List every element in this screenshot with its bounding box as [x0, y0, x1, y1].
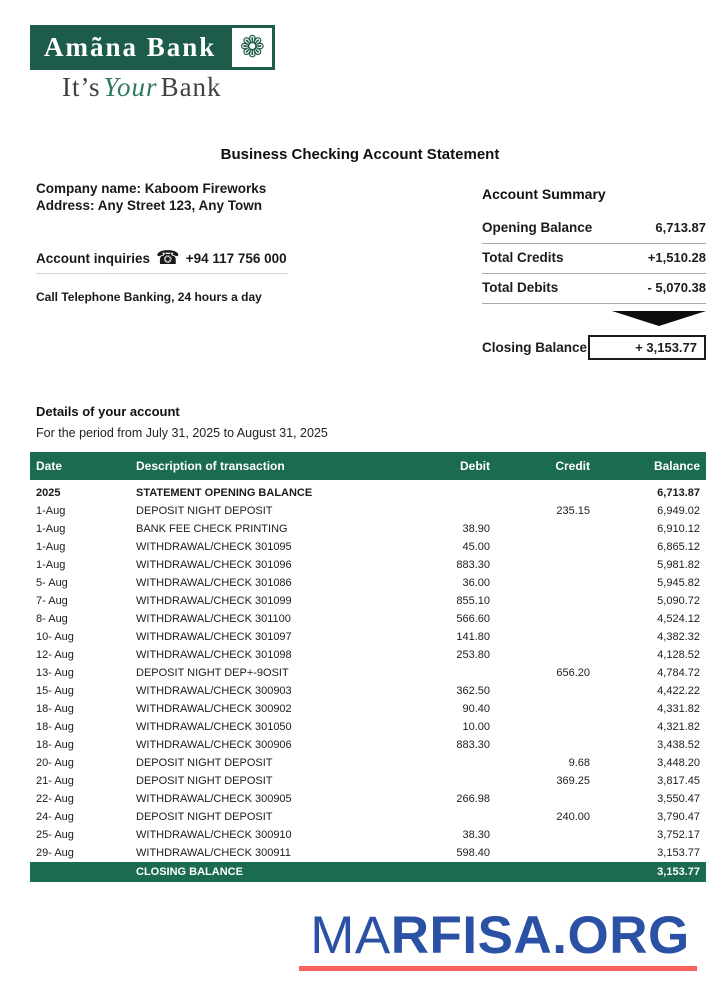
cell-desc: DEPOSIT NIGHT DEPOSIT [136, 757, 273, 769]
table-header [30, 452, 706, 480]
cell-date: 20- Aug [36, 757, 74, 769]
cell-credit [496, 538, 596, 556]
transactions-table [30, 452, 706, 882]
table-row [30, 718, 706, 736]
footer-brand-text [299, 908, 701, 964]
footer-brand-underline [299, 966, 697, 971]
cell-credit: 656.20 [556, 667, 590, 679]
table-footer [30, 862, 706, 882]
summary-arrow-container [482, 311, 706, 326]
cell-debit: 266.98 [456, 793, 490, 805]
bank-logo [30, 25, 275, 70]
table-row [30, 808, 706, 826]
table-row [30, 790, 706, 808]
cell-debit: 38.30 [462, 829, 490, 841]
table-row [30, 754, 706, 772]
cell-credit [496, 592, 596, 610]
cell-date: 1-Aug [36, 559, 66, 571]
cell-credit [496, 574, 596, 592]
summary-row-opening-balance [482, 214, 706, 244]
tagline-script-word: Your [103, 72, 158, 102]
cell-debit [430, 502, 496, 520]
cell-date: 25- Aug [36, 829, 74, 841]
table-row [30, 700, 706, 718]
cell-debit [430, 808, 496, 826]
table-row [30, 736, 706, 754]
cell-desc: WITHDRAWAL/CHECK 301095 [136, 541, 292, 553]
cell-desc: DEPOSIT NIGHT DEP+-9OSIT [136, 667, 289, 679]
table-row [30, 502, 706, 520]
cell-balance: 6,910.12 [657, 523, 700, 535]
statement-title: Business Checking Account Statement [220, 146, 500, 163]
cell-debit: 883.30 [456, 559, 490, 571]
brand-bold-part: RFISA.ORG [390, 906, 690, 965]
cell-balance: 6,949.02 [657, 505, 700, 517]
transactions-table-container [30, 452, 706, 882]
cell-desc: DEPOSIT NIGHT DEPOSIT [136, 811, 273, 823]
opening-balance-label: Opening Balance [482, 220, 593, 235]
cell-date: 5- Aug [36, 577, 68, 589]
total-debits-label: Total Debits [482, 280, 559, 295]
footer-brand [299, 908, 701, 971]
closing-balance-table-row [30, 862, 706, 882]
cell-credit [496, 646, 596, 664]
cell-balance: 3,817.45 [657, 775, 700, 787]
cell-credit: 369.25 [556, 775, 590, 787]
inquiries-divider [36, 273, 288, 274]
cell-desc: WITHDRAWAL/CHECK 300906 [136, 739, 292, 751]
table-row [30, 480, 706, 502]
flower-icon: ❁ [239, 30, 265, 64]
table-row [30, 844, 706, 862]
cell-credit [496, 844, 596, 862]
details-heading: Details of your account [36, 404, 180, 419]
cell-desc: WITHDRAWAL/CHECK 300902 [136, 703, 292, 715]
cell-debit: 45.00 [462, 541, 490, 553]
cell-desc: DEPOSIT NIGHT DEPOSIT [136, 775, 273, 787]
account-inquiries-label: Account inquiries [36, 251, 151, 266]
cell-balance: 4,382.32 [657, 631, 700, 643]
cell-credit: 235.15 [556, 505, 590, 517]
cell-date: 8- Aug [36, 613, 68, 625]
cell-credit [496, 790, 596, 808]
cell-debit: 253.80 [456, 649, 490, 661]
cell-debit: 36.00 [462, 577, 490, 589]
cell-balance: 3,448.20 [657, 757, 700, 769]
cell-debit: 38.90 [462, 523, 490, 535]
cell-balance: 3,153.77 [657, 847, 700, 859]
cell-credit [496, 480, 596, 502]
cell-balance: 3,790.47 [657, 811, 700, 823]
cell-desc: STATEMENT OPENING BALANCE [136, 487, 313, 499]
closing-cell-credit [496, 862, 596, 882]
closing-cell-label: CLOSING BALANCE [130, 862, 430, 882]
bank-logo-flower-segment [232, 25, 275, 70]
header-credit: Credit [496, 452, 596, 480]
cell-desc: BANK FEE CHECK PRINTING [136, 523, 288, 535]
cell-date: 12- Aug [36, 649, 74, 661]
header-description: Description of transaction [130, 452, 430, 480]
header-balance: Balance [596, 452, 706, 480]
cell-debit: 90.40 [462, 703, 490, 715]
bank-logo-name: Amãna Bank [30, 25, 232, 70]
cell-debit [430, 480, 496, 502]
cell-debit [430, 664, 496, 682]
account-inquiries [36, 249, 287, 268]
cell-date: 18- Aug [36, 721, 74, 733]
cell-date: 2025 [36, 487, 61, 499]
company-block [36, 180, 266, 214]
header-date: Date [30, 452, 130, 480]
table-row [30, 628, 706, 646]
cell-debit [430, 754, 496, 772]
closing-cell-date [30, 862, 130, 882]
table-row [30, 520, 706, 538]
summary-row-total-credits [482, 244, 706, 274]
cell-debit: 10.00 [462, 721, 490, 733]
cell-credit [496, 826, 596, 844]
closing-cell-debit [430, 862, 496, 882]
opening-balance-value: 6,713.87 [655, 220, 706, 235]
cell-desc: WITHDRAWAL/CHECK 301097 [136, 631, 292, 643]
table-row [30, 664, 706, 682]
table-row [30, 772, 706, 790]
table-row [30, 556, 706, 574]
closing-balance-value: + 3,153.77 [588, 335, 706, 360]
tagline-prefix: It’s [62, 72, 101, 102]
brand-light-part: MA [310, 906, 391, 965]
cell-credit [496, 520, 596, 538]
cell-date: 18- Aug [36, 739, 74, 751]
cell-date: 29- Aug [36, 847, 74, 859]
company-address-line: Address: Any Street 123, Any Town [36, 198, 263, 213]
cell-date: 22- Aug [36, 793, 74, 805]
total-credits-value: +1,510.28 [647, 250, 706, 265]
table-row [30, 610, 706, 628]
cell-debit [430, 772, 496, 790]
total-credits-label: Total Credits [482, 250, 564, 265]
cell-credit [496, 556, 596, 574]
cell-balance: 4,422.22 [657, 685, 700, 697]
cell-balance: 6,713.87 [657, 487, 700, 499]
cell-credit [496, 736, 596, 754]
cell-debit: 598.40 [456, 847, 490, 859]
transaction-rows [30, 480, 706, 862]
cell-date: 7- Aug [36, 595, 68, 607]
cell-desc: WITHDRAWAL/CHECK 301100 [136, 613, 291, 625]
account-summary-title: Account Summary [482, 186, 606, 202]
cell-balance: 3,550.47 [657, 793, 700, 805]
cell-desc: WITHDRAWAL/CHECK 301096 [136, 559, 292, 571]
cell-balance: 3,752.17 [657, 829, 700, 841]
cell-credit: 9.68 [568, 757, 590, 769]
total-debits-value: - 5,070.38 [647, 280, 706, 295]
cell-desc: WITHDRAWAL/CHECK 301050 [136, 721, 292, 733]
summary-row-total-debits [482, 274, 706, 304]
cell-credit [496, 700, 596, 718]
cell-balance: 4,128.52 [657, 649, 700, 661]
cell-debit: 855.10 [456, 595, 490, 607]
cell-date: 1-Aug [36, 541, 66, 553]
cell-date: 18- Aug [36, 703, 74, 715]
table-row [30, 826, 706, 844]
cell-date: 13- Aug [36, 667, 74, 679]
bank-tagline [62, 72, 222, 103]
header-debit: Debit [430, 452, 496, 480]
account-summary [482, 186, 706, 360]
cell-debit: 883.30 [456, 739, 490, 751]
cell-date: 1-Aug [36, 523, 66, 535]
cell-date: 10- Aug [36, 631, 74, 643]
cell-balance: 4,524.12 [657, 613, 700, 625]
cell-credit [496, 628, 596, 646]
cell-balance: 5,945.82 [657, 577, 700, 589]
cell-balance: 4,321.82 [657, 721, 700, 733]
cell-desc: WITHDRAWAL/CHECK 300905 [136, 793, 292, 805]
cell-date: 1-Aug [36, 505, 66, 517]
bank-logo-flower-box [232, 28, 272, 67]
cell-date: 24- Aug [36, 811, 74, 823]
cell-balance: 6,865.12 [657, 541, 700, 553]
account-inquiries-phone: +94 117 756 000 [185, 251, 287, 266]
cell-balance: 5,090.72 [657, 595, 700, 607]
cell-desc: DEPOSIT NIGHT DEPOSIT [136, 505, 273, 517]
table-row [30, 538, 706, 556]
cell-balance: 3,438.52 [657, 739, 700, 751]
closing-balance-label: Closing Balance [482, 340, 588, 355]
cell-balance: 5,981.82 [657, 559, 700, 571]
closing-cell-balance: 3,153.77 [596, 862, 706, 882]
cell-debit: 362.50 [456, 685, 490, 697]
cell-date: 21- Aug [36, 775, 74, 787]
down-arrow-icon [612, 311, 706, 326]
statement-period: For the period from July 31, 2025 to August 31, 2025 [36, 426, 328, 440]
table-row [30, 646, 706, 664]
telephone-banking-note: Call Telephone Banking, 24 hours a day [36, 290, 262, 304]
cell-desc: WITHDRAWAL/CHECK 300911 [136, 847, 291, 859]
cell-balance: 4,784.72 [657, 667, 700, 679]
cell-date: 15- Aug [36, 685, 74, 697]
cell-debit: 566.60 [456, 613, 490, 625]
cell-desc: WITHDRAWAL/CHECK 301098 [136, 649, 292, 661]
cell-balance: 4,331.82 [657, 703, 700, 715]
closing-balance-row [482, 335, 706, 360]
phone-icon: ☎ [156, 248, 180, 269]
company-name-line: Company name: Kaboom Fireworks [36, 181, 267, 196]
cell-desc: WITHDRAWAL/CHECK 301099 [136, 595, 292, 607]
table-row [30, 682, 706, 700]
cell-credit [496, 682, 596, 700]
cell-credit [496, 718, 596, 736]
table-row [30, 574, 706, 592]
cell-desc: WITHDRAWAL/CHECK 301086 [136, 577, 292, 589]
table-row [30, 592, 706, 610]
cell-credit [496, 610, 596, 628]
cell-credit: 240.00 [556, 811, 590, 823]
cell-desc: WITHDRAWAL/CHECK 300903 [136, 685, 292, 697]
cell-desc: WITHDRAWAL/CHECK 300910 [136, 829, 292, 841]
tagline-suffix: Bank [160, 72, 222, 102]
cell-debit: 141.80 [456, 631, 490, 643]
